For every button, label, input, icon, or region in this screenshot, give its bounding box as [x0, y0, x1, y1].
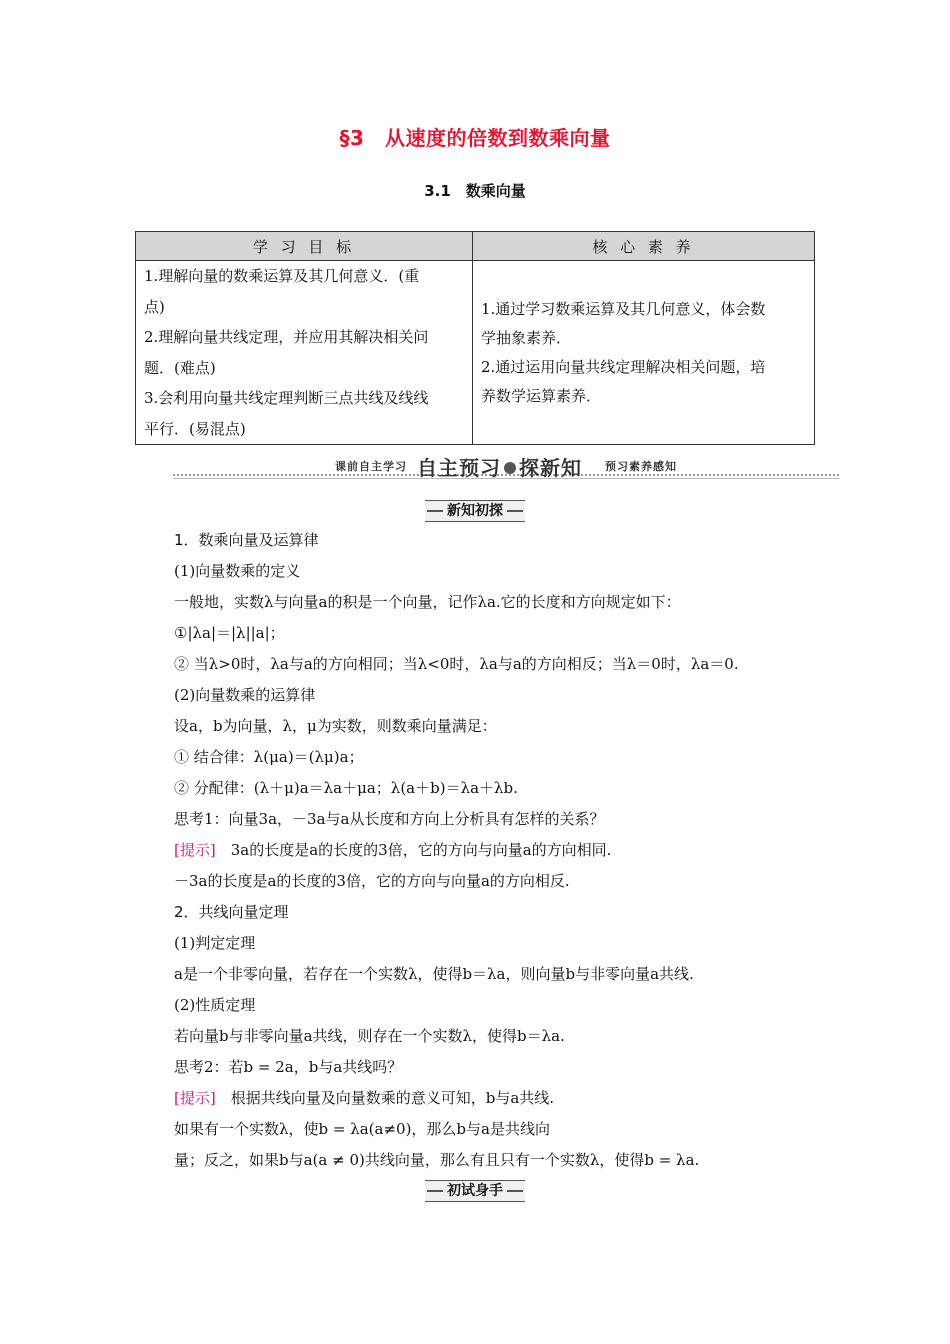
header-core-literacy: 核 心 素 养 [473, 232, 815, 261]
goal-line: 平行．(易混点) [144, 419, 246, 438]
goal-line: 点) [144, 297, 165, 316]
header-learning-goals: 学 习 目 标 [136, 232, 473, 261]
content-line: 一般地，实数λ与向量a的积是一个向量，记作λa.它的长度和方向规定如下： [174, 593, 681, 611]
literacy-line: 养数学运算素养． [481, 386, 602, 405]
content-line: (2)向量数乘的运算律 [174, 686, 316, 704]
content-line: ①|λa|＝|λ||a|； [174, 624, 285, 642]
page-subtitle: 3.1 数乘向量 [424, 182, 526, 200]
goals-table [135, 231, 815, 445]
content-line: ① 结合律：λ(μa)＝(λμ)a； [174, 748, 364, 766]
content-line: 1．数乘向量及运算律 [174, 531, 319, 549]
goal-line: 题．(难点) [144, 358, 216, 377]
content-line: (2)性质定理 [174, 996, 256, 1014]
content-line: 2．共线向量定理 [174, 903, 289, 921]
hint-label: [提示] [174, 841, 216, 859]
learning-goals-cell [136, 261, 473, 445]
section-header-new-knowledge [0, 500, 950, 522]
hint-label: [提示] [174, 1089, 216, 1107]
section-label: 初试身手 [425, 1180, 525, 1202]
hint-line: [提示] 根据共线向量及向量数乘的意义可知，b与a共线. [174, 1089, 555, 1107]
core-literacy-cell [473, 261, 815, 445]
thinking-question: 思考1：向量3a，－3a与a从长度和方向上分析具有怎样的关系？ [174, 810, 605, 828]
section-header-first-try [0, 1180, 950, 1202]
banner-title-part2: 探新知 [519, 456, 582, 480]
literacy-line: 1.通过学习数乘运算及其几何意义，体会数 [481, 299, 766, 318]
banner-right-label: 预习素养感知 [605, 460, 677, 473]
goal-line: 3.会利用向量共线定理判断三点共线及线线 [144, 389, 429, 407]
banner-title [417, 452, 582, 481]
page-title: §3 从速度的倍数到数乘向量 [339, 126, 611, 150]
banner-title-part1: 自主预习 [417, 456, 501, 480]
banner-arrow-icon [504, 462, 516, 474]
section-label: 新知初探 [425, 500, 525, 522]
goal-line: 2.理解向量共线定理，并应用其解决相关问 [144, 328, 429, 346]
content-line: (1)向量数乘的定义 [174, 562, 301, 580]
content-line: 量；反之，如果b与a(a ≠ 0)共线向量，那么有且只有一个实数λ，使得b = λa. [174, 1151, 700, 1169]
content-line: ② 分配律：(λ＋μ)a＝λa＋μa；λ(a＋b)＝λa＋λb. [174, 779, 518, 797]
content-line: a是一个非零向量，若存在一个实数λ，使得b＝λa，则向量b与非零向量a共线. [174, 965, 694, 983]
content-line: －3a的长度是a的长度的3倍，它的方向与向量a的方向相反. [174, 872, 570, 890]
main-content [174, 527, 814, 1178]
hint-line: [提示] 3a的长度是a的长度的3倍，它的方向与向量a的方向相同. [174, 841, 612, 859]
literacy-line: 2.通过运用向量共线定理解决相关问题，培 [481, 357, 766, 376]
content-line: 若向量b与非零向量a共线，则存在一个实数λ，使得b＝λa. [174, 1027, 565, 1045]
content-line: ② 当λ>0时，λa与a的方向相同；当λ<0时，λa与a的方向相反；当λ＝0时，λa＝0. [174, 655, 739, 673]
literacy-line: 学抽象素养． [481, 328, 572, 347]
content-line: (1)判定定理 [174, 934, 256, 952]
banner-left-label: 课前自主学习 [335, 460, 407, 473]
content-line: 如果有一个实数λ，使b = λa(a≠0)，那么b与a是共线向 [174, 1120, 550, 1138]
goal-line: 1.理解向量的数乘运算及其几何意义．(重 [144, 267, 420, 285]
content-line: 设a，b为向量，λ，μ为实数，则数乘向量满足： [174, 717, 497, 735]
thinking-question: 思考2：若b = 2a，b与a共线吗？ [174, 1058, 403, 1076]
section-banner [173, 452, 839, 480]
